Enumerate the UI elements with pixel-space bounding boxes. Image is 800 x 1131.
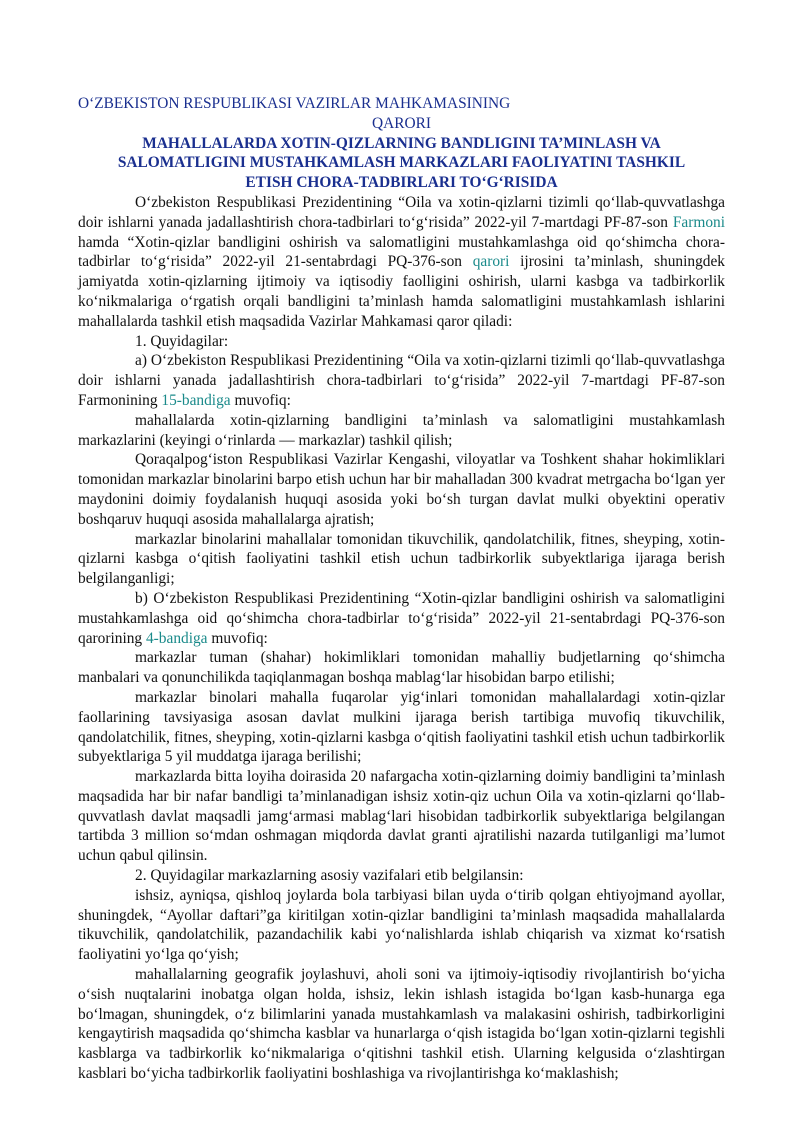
clause-text: muvofiq: <box>207 629 268 647</box>
clause-1b-paragraph <box>78 589 725 648</box>
band-15-link[interactable]: 15-bandiga <box>161 391 231 409</box>
document-title <box>78 134 725 193</box>
body-paragraph: mahallalarning geografik joylashuvi, aholi soni va ijtimoiy-iqtisodiy rivojlantirish bo‘yicha o‘sish nuqtalarini inobatga olgan holda, ishsiz, lekin ishlash istagida bo‘lgan kasb-hunarga ega bo‘lmagan, shuningdek, o‘z bilimlarini yanada mustahkamlash va malakasini oshirish, tadbirkorligini kengaytirish maqsadida qo‘shimcha kasblar va hunarlarga o‘qish istagida bo‘lgan xotin-qizlarni tegishli kasblarga va tadbirkorlik ko‘nikmalariga o‘qitishni tashkil etish. Ularning kelgusida o‘zlashtirgan kasblari bo‘yicha tadbirkorlik faoliyatini boshlashiga va rivojlantirishga ko‘maklashish; <box>78 966 725 1083</box>
preamble-text: hamda “Xotin-qizlar bandligini oshirish va salomatligini mustahkamlashga oid qo‘shimcha chora-tadbirlar to‘g‘risida” 2022-yil 21-sentabrdagi PQ-376-son <box>78 233 725 271</box>
title-line: ETISH CHORA-TADBIRLARI TO‘G‘RISIDA <box>245 174 558 192</box>
clause-text: b) O‘zbekiston Respublikasi Prezidentining “Xotin-qizlar bandligini oshirish va salomatligini mustahkamlashga oid qo‘shimcha chora-tadbirlar to‘g‘risida” 2022-yil 21-sentabrdagi PQ-376-son qarorining <box>78 589 725 647</box>
body-paragraph: ishsiz, ayniqsa, qishloq joylarda bola tarbiyasi bilan uyda o‘tirib qolgan ehtiyojmand ayollar, shuningdek, “Ayollar daftari”ga kiritilgan xotin-qizlar bandligini ta’minlash maqsadida mahallalarda tikuvchilik, qandolatchilik, pazandachilik kabi yo‘nalishlarda ishlab chiqarish va xizmat ko‘rsatish faoliyatini yo‘lga qo‘yish; <box>78 886 725 964</box>
farmon-link[interactable]: Farmoni <box>672 213 725 231</box>
clause-2-heading: 2. Quyidagilar markazlarning asosiy vazifalari etib belgilansin: <box>135 867 524 885</box>
body-paragraph: markazlarda bitta loyiha doirasida 20 nafargacha xotin-qizlarning doimiy bandligini ta’minlash maqsadida har bir nafar bandligi ta’minlanadigan ishsiz xotin-qiz uchun Oila va xotin-qizlarni qo‘llab-quvvatlash davlat maqsadli jamg‘armasi mablag‘lari hisobidan tadbirkorlik subyektlariga belgilangan tartibda 3 million so‘mdan oshmagan miqdorda davlat granti ajratilishi nazarda tutilganligi ma’lumot uchun qabul qilinsin. <box>78 768 725 865</box>
title-line: MAHALLALARDA XOTIN-QIZLARNING BANDLIGINI TA’MINLASH VA <box>142 134 661 152</box>
clause-text: muvofiq: <box>230 391 291 409</box>
body-paragraph: Qoraqalpog‘iston Respublikasi Vazirlar Kengashi, viloyatlar va Toshkent shahar hokimliklari tomonidan markazlar binolarini barpo etish uchun har bir mahalladan 300 kvadrat metrgacha bo‘lgan yer maydonini doimiy foydalanish huquqi asosida yoki bo‘sh turgan davlat mulki obyektini operativ boshqaruv huquqi asosida mahallalarga ajratish; <box>78 451 725 528</box>
body-paragraph: markazlar binolari mahalla fuqarolar yig‘inlari tomonidan mahallalardagi xotin-qizlar faollarining tavsiyasiga asosan davlat mulkini ijaraga berish tartibiga muvofiq tikuvchilik, qandolatchilik, fitnes, sheyping, xotin-qizlarni kasbga o‘qitish faoliyatini tashkil etish uchun tadbirkorlik subyektlariga 5 yil muddatga ijaraga berilishi; <box>78 688 725 766</box>
title-line: SALOMATLIGINI MUSTAHKAMLASH MARKAZLARI FAOLIYATINI TASHKIL <box>117 154 686 172</box>
preamble-text: ijrosini ta’minlash, shuningdek jamiyatda xotin-qizlarning ijtimoiy va iqtisodiy faolligini oshirish, ularni kasbga va tadbirkorlik ko‘nikmalariga o‘rgatish orqali bandligini ta’minlash hamda salomatligini mustahkamlash ishlarini mahallalarda tashkil etish maqsadida Vazirlar Mahkamasi qaror qiladi: <box>78 253 725 330</box>
clause-text: a) O‘zbekiston Respublikasi Prezidentining “Oila va xotin-qizlarni tizimli qo‘llab-quvvatlashga doir ishlarni yanada jadallashtirish chora-tadbirlari to‘g‘risida” 2022-yil 7-martdagi PF-87-son Farmonining <box>78 352 725 409</box>
band-4-link[interactable]: 4-bandiga <box>145 629 208 647</box>
body-paragraph: markazlar binolarini mahallalar tomonidan tikuvchilik, qandolatchilik, fitnes, sheyping, xotin-qizlarni kasbga o‘qitish faoliyatini tashkil etish uchun tadbirkorlik subyektlariga ijaraga berish belgilanganligi; <box>78 530 725 588</box>
qaror-link[interactable]: qarori <box>472 253 510 271</box>
preamble-paragraph <box>78 193 725 332</box>
clause-1-heading: 1. Quyidagilar: <box>135 332 229 350</box>
document-page <box>78 94 725 1084</box>
body-paragraph: mahallalarda xotin-qizlarning bandligini ta’minlash va salomatligini mustahkamlash markazlarini (keyingi o‘rinlarda — markazlar) tashkil qilish; <box>78 411 725 449</box>
preamble-text: O‘zbekiston Respublikasi Prezidentining “Oila va xotin-qizlarni tizimli qo‘llab-quvvatlashga doir ishlarni yanada jadallashtirish chora-tadbirlari to‘g‘risida” 2022-yil 7-martdagi PF-87-son <box>78 193 725 231</box>
doc-type-heading: QARORI <box>372 114 431 132</box>
issuer-heading: O‘ZBEKISTON RESPUBLIKASI VAZIRLAR MAHKAMASINING <box>78 95 511 112</box>
clause-1a-paragraph <box>78 351 725 410</box>
body-paragraph: markazlar tuman (shahar) hokimliklari tomonidan mahalliy budjetlarning qo‘shimcha manbalari va qonunchilikda taqiqlanmagan boshqa mablag‘lar hisobidan barpo etilishi; <box>78 649 725 687</box>
